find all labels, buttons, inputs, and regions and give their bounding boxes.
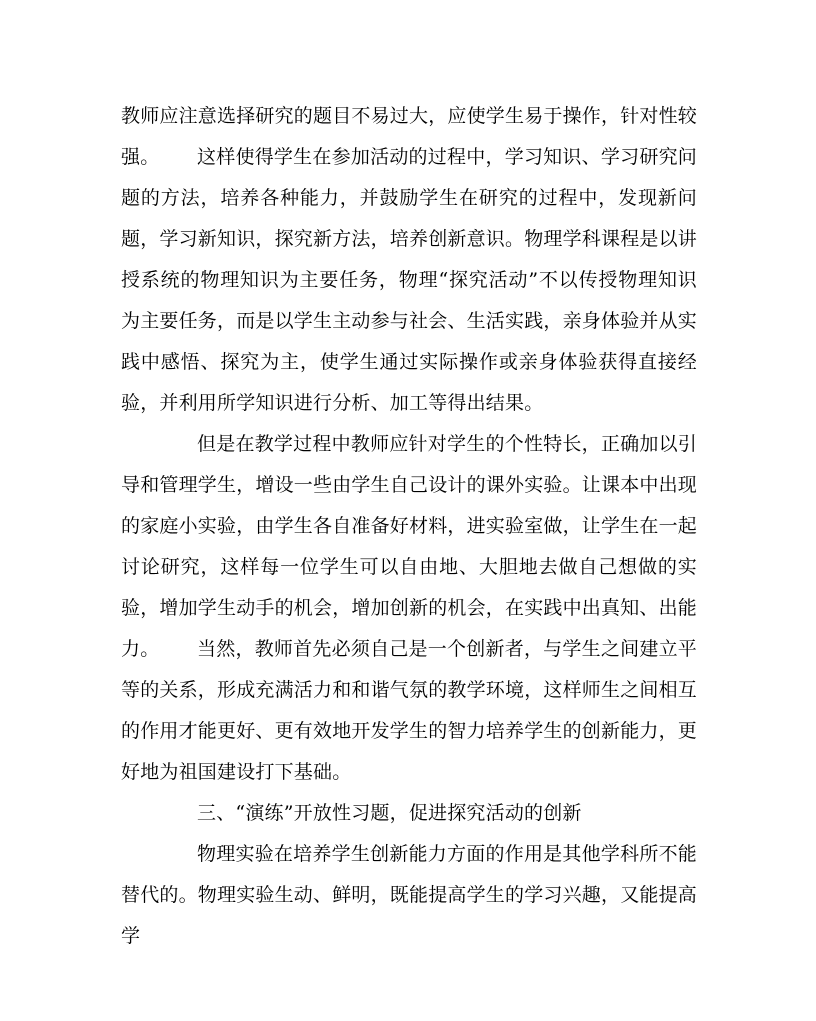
paragraph-physics-experiment: 物理实验在培养学生创新能力方面的作用是其他学科所不能替代的。物理实验生动、鲜明，既能提高学生的学习兴趣，又能提高学 [121,843,698,947]
paragraph-teacher-guidance: 但是在教学过程中教师应针对学生的个性特长，正确加以引导和管理学生，增设一些由学生自己设计的课外实验。让课本中出现的家庭小实验，由学生各自准备好材料，进实验室做，让学生在一起讨论研究，这样每一位学生可以自由地、大胆地去做自己想做的实验，增加学生动手的机会，增加创新的机会，在实践中出真知、出能力。 [121,433,698,660]
paragraph-continuation: 教师应注意选择研究的题目不易过大，应使学生易于操作，针对性较强。 [121,105,698,168]
paragraph-teacher-innovator: 当然，教师首先必须自己是一个创新者，与学生之间建立平等的关系，形成充满活力和和谐气氛的教学环境，这样师生之间相互的作用才能更好、更有效地开发学生的智力培养学生的创新能力，更好地为祖国建设打下基础。 [121,638,698,783]
paragraph-inquiry-activity: 这样使得学生在参加活动的过程中，学习知识、学习研究问题的方法，培养各种能力，并鼓励学生在研究的过程中，发现新问题，学习新知识，探究新方法，培养创新意识。物理学科课程是以讲授系统的物理知识为主要任务，物理“探究活动”不以传授物理知识为主要任务，而是以学生主动参与社会、生活实践，亲身体验并从实践中感悟、探究为主，使学生通过实际操作或亲身体验获得直接经验，并利用所学知识进行分析、加工等得出结果。 [121,146,698,414]
section-heading: 三、“演练”开放性习题，促进探究活动的创新 [197,802,582,824]
